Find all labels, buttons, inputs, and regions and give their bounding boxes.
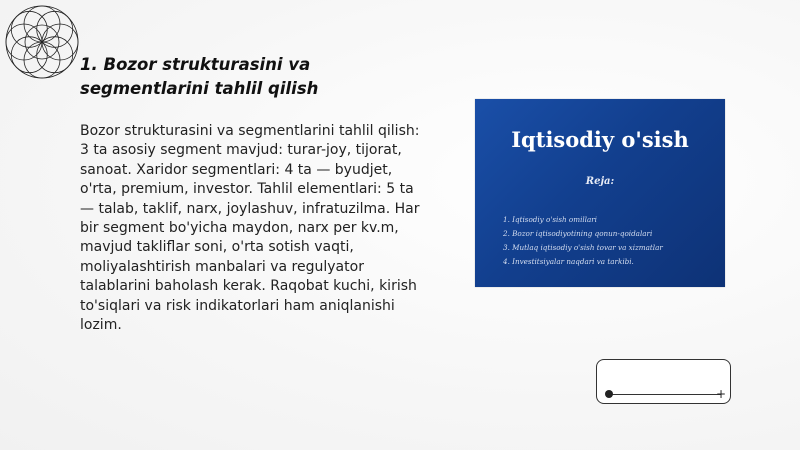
media-slider-control[interactable] [596,359,731,404]
slide-thumbnail-image [475,99,725,287]
thumbnail-list-item: 1. Iqtisodiy o'sish omillari [503,215,597,224]
slider-track[interactable] [609,394,721,395]
slide-title-line-2: segmentlarini tahlil qilish [80,79,319,98]
thumbnail-list-item: 2. Bozor iqtisodiyotining qonun-qoidalari [503,229,653,238]
thumbnail-list-item: 3. Mutlaq iqtisodiy o'sish tovar va xizmatlar [503,243,663,252]
slide-body-text: Bozor strukturasini va segmentlarini tahlil qilish: 3 ta asosiy segment mavjud: turar-joy, tijorat, sanoat. Xaridor segmentlari: 4 ta — byudjet, o'rta, premium, investor. Tahlil elementlari: 5 ta — talab, taklif, narx, joylashuv, infratuzilma. Har bir segment bo'yicha maydon, narx per kv.m, mavjud takliflar soni, o'rta sotish vaqti, moliyalashtirish manbalari va regulyator talablarini baholash kerak. Raqobat kuchi, kirish to'siqlari va risk indikatorlari ham aniqlanishi lozim. [80,123,420,334]
thumbnail-title: Iqtisodiy o'sish [511,127,689,152]
slider-handle[interactable] [605,390,613,398]
thumbnail-list [503,213,713,269]
thumbnail-list-item: 4. Investitsiyalar naqdari va tarkibi. [503,257,634,266]
slide-title-line-1: 1. Bozor strukturasini va [80,55,311,74]
slider-end-plus-icon[interactable]: + [715,387,727,401]
mandala-logo-icon [4,4,80,80]
thumbnail-subtitle: Reja: [585,176,615,187]
slide-title [80,53,410,101]
